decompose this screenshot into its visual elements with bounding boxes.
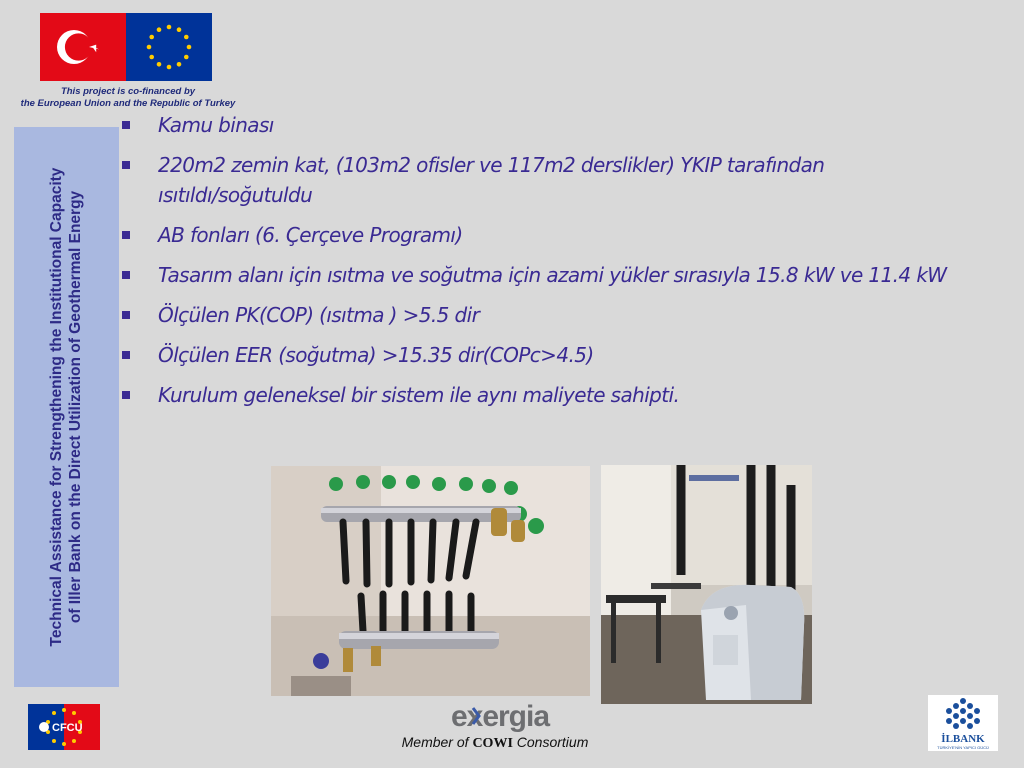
bullet-item — [120, 150, 980, 210]
bullet-square-icon — [122, 311, 130, 319]
manifold-photo — [271, 466, 590, 696]
bullet-item — [120, 300, 980, 330]
project-title — [47, 137, 85, 677]
bullet-square-icon — [122, 231, 130, 239]
ilbank-logo — [928, 695, 998, 751]
cofinance-note — [0, 86, 256, 110]
bullet-text: 220m2 zemin kat, (103m2 ofisler ve 117m2 derslikler) YKIP tarafından ısıtıldı/soğutuldu — [158, 153, 825, 207]
bullet-text: Kamu binası — [158, 113, 274, 137]
member-suffix: Consortium — [516, 734, 589, 750]
bullet-item — [120, 260, 980, 290]
bullet-item — [120, 340, 980, 370]
bullet-list — [120, 110, 980, 420]
project-title-line2: of Iller Bank on the Direct Utilization of Geothermal Energy — [67, 190, 84, 624]
bullet-item — [120, 380, 980, 410]
bullet-square-icon — [122, 391, 130, 399]
bullet-square-icon — [122, 351, 130, 359]
exergia-label: exergia — [450, 700, 550, 733]
project-title-line1: Technical Assistance for Strengthening the Institutional Capacity — [48, 167, 65, 647]
consortium-note — [360, 734, 630, 752]
bullet-text: Tasarım alanı için ısıtma ve soğutma için azami yükler sırasıyla 15.8 kW ve 11.4 kW — [158, 263, 947, 287]
cowi-brand: COWI — [472, 736, 513, 751]
turkey-eu-flags — [40, 13, 212, 81]
bullet-text: Kurulum geleneksel bir sistem ile aynı maliyete sahipti. — [158, 383, 680, 407]
eu-flag — [126, 13, 212, 81]
ilbank-label: İLBANK — [941, 733, 985, 745]
bullet-item — [120, 110, 980, 140]
bullet-text: Ölçülen PK(COP) (ısıtma ) >5.5 dir — [158, 303, 480, 327]
exergia-logo — [440, 700, 560, 734]
project-title-sidebar — [14, 127, 119, 687]
bullet-square-icon — [122, 271, 130, 279]
bullet-item — [120, 220, 980, 250]
cofinance-line1: This project is co-financed by — [60, 86, 196, 97]
heat-pump-photo — [601, 465, 812, 704]
cofinance-line2: the European Union and the Republic of Turkey — [20, 98, 236, 109]
bullet-text: AB fonları (6. Çerçeve Programı) — [158, 223, 463, 247]
bullet-square-icon — [122, 121, 130, 129]
member-prefix: Member of — [401, 734, 469, 750]
cfcu-label: CFCU — [52, 722, 83, 734]
bullet-text: Ölçülen EER (soğutma) >15.35 dir(COPc>4.5) — [158, 343, 594, 367]
cfcu-logo — [28, 704, 100, 750]
ilbank-sub: TÜRKİYE'NİN YAPICI GÜCÜ — [937, 745, 989, 750]
bullet-square-icon — [122, 161, 130, 169]
